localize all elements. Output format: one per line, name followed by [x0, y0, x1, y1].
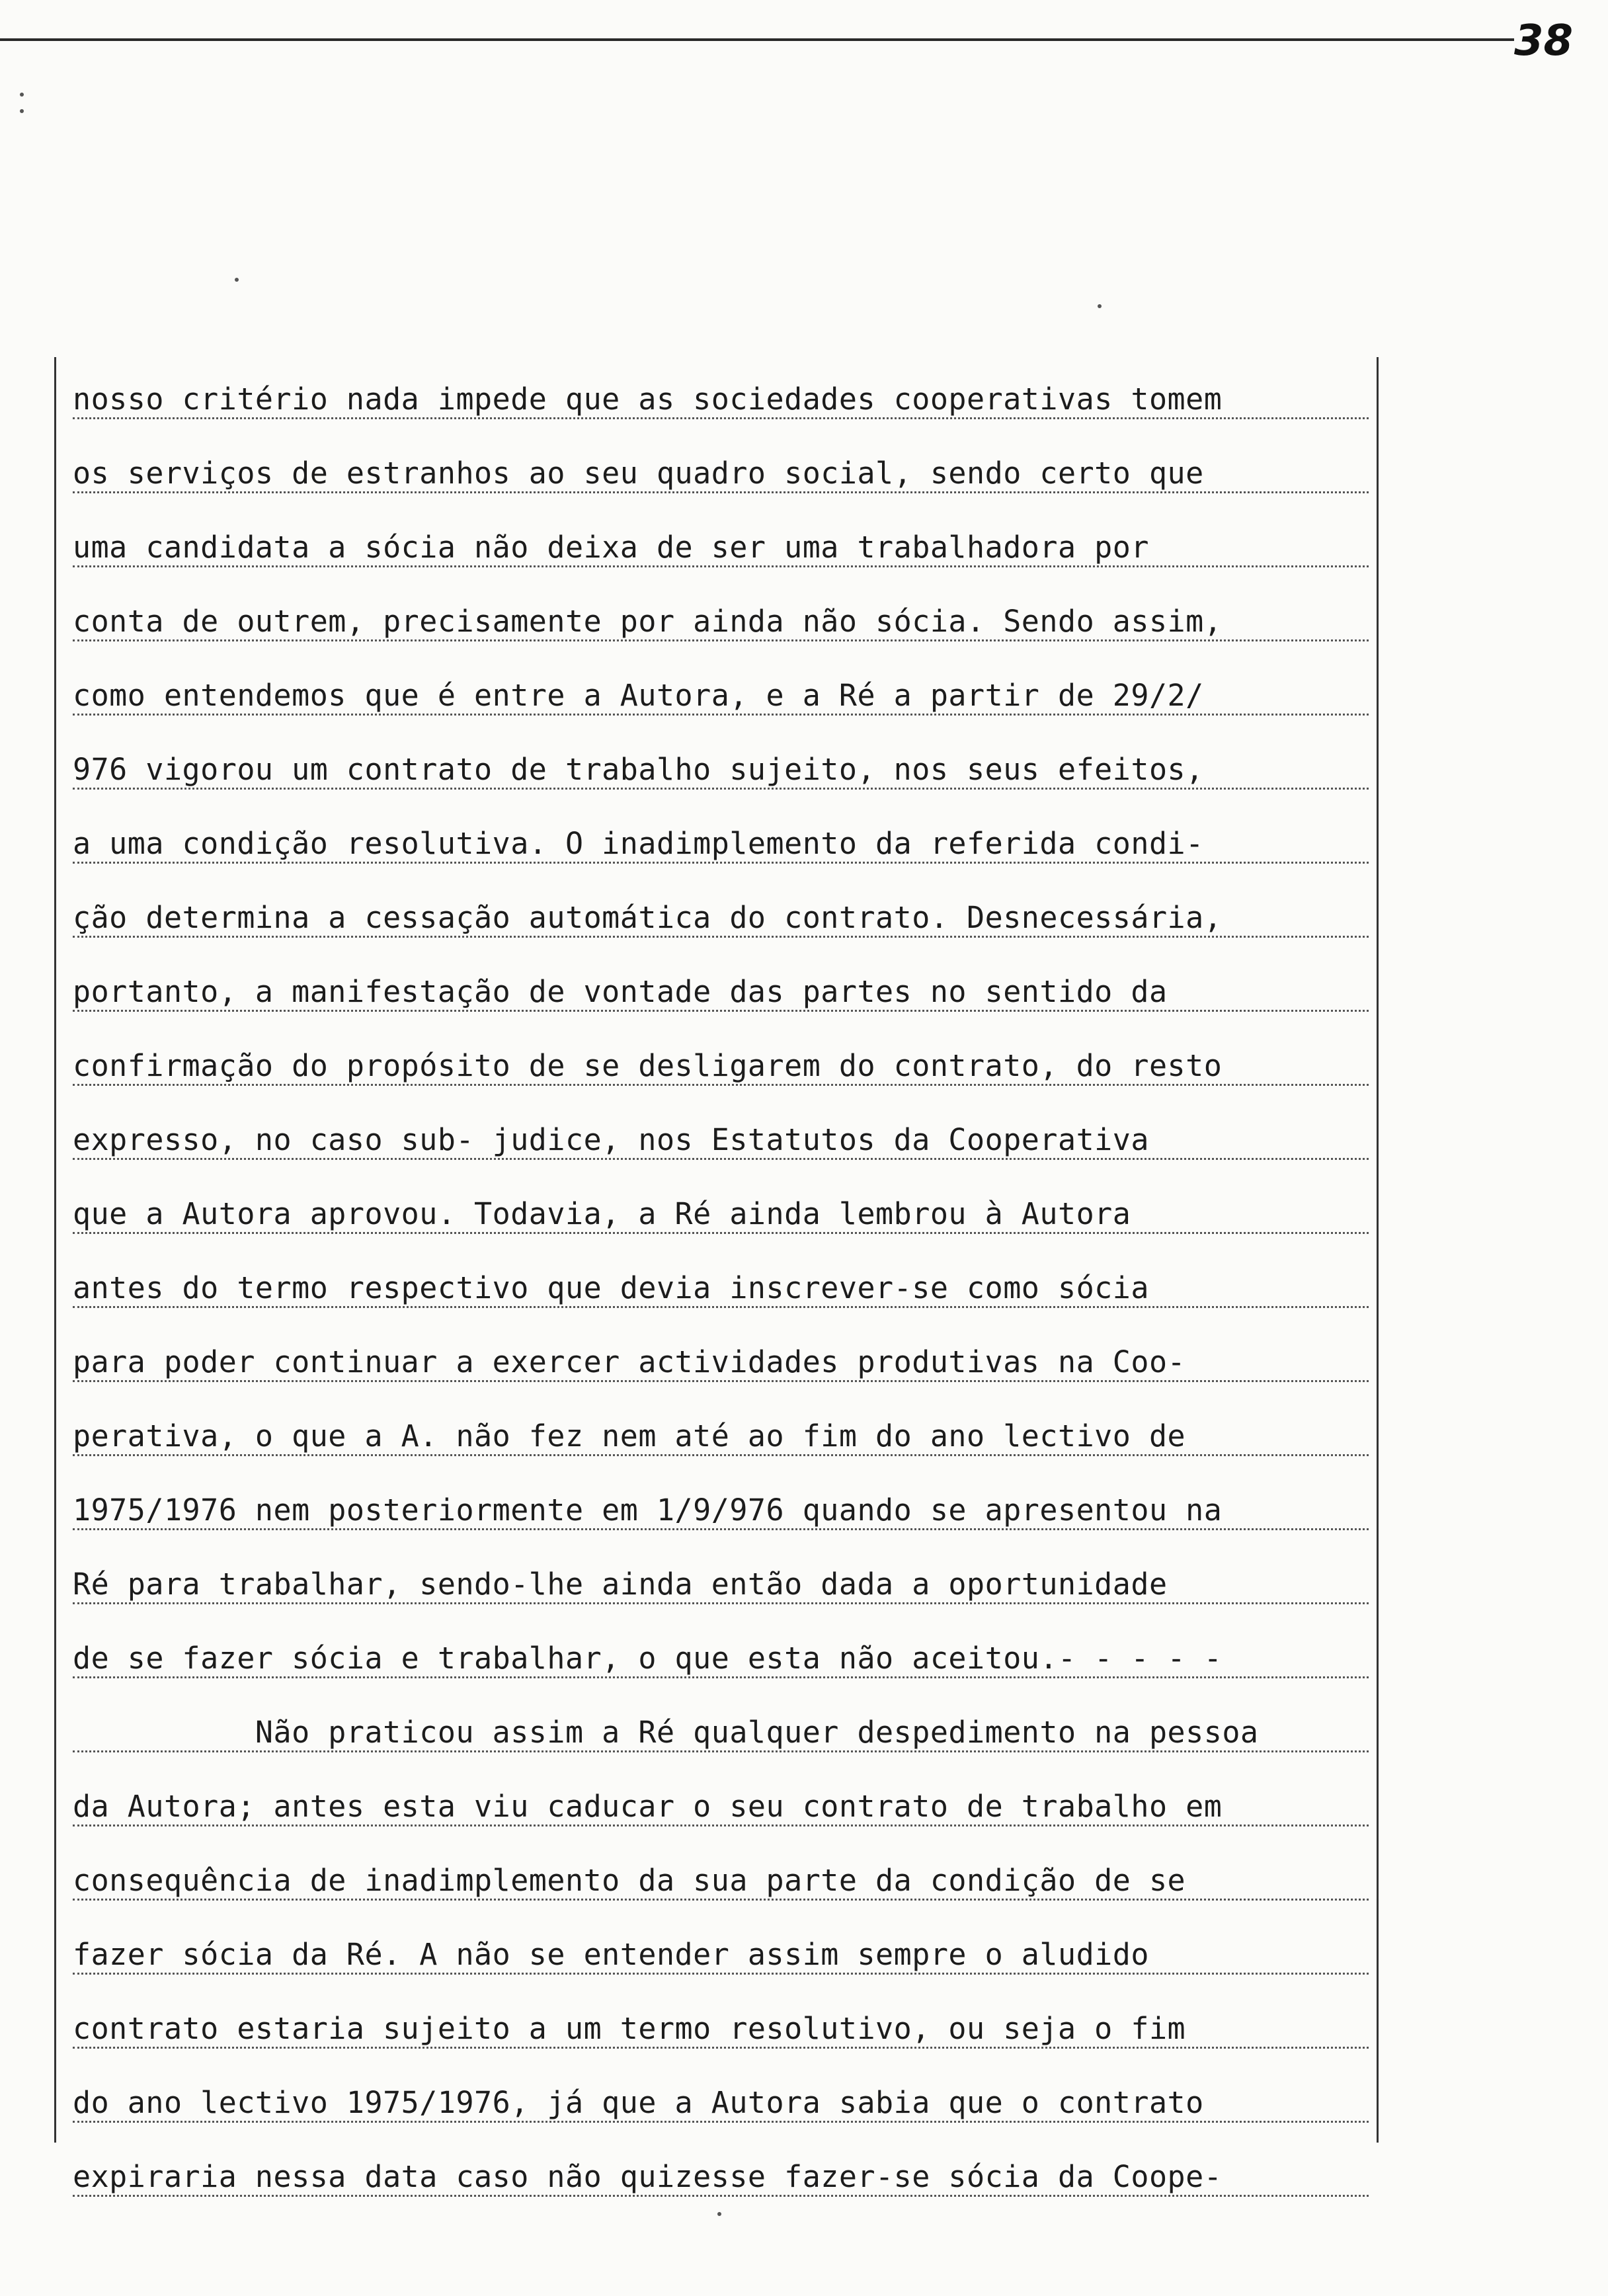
document-body [73, 357, 1369, 2209]
text-line: consequência de inadimplemento da sua parte da condição de se [73, 1838, 1369, 1912]
text-line: ção determina a cessação automática do contrato. Desnecessária, [73, 876, 1369, 950]
text-line: do ano lectivo 1975/1976, já que a Autora sabia que o contrato [73, 2061, 1369, 2135]
text-line: uma candidata a sócia não deixa de ser uma trabalhadora por [73, 505, 1369, 579]
text-line: 1975/1976 nem posteriormente em 1/9/976 quando se apresentou na [73, 1468, 1369, 1542]
page-number: 38 [1514, 17, 1574, 65]
text-line: os serviços de estranhos ao seu quadro social, sendo certo que [73, 431, 1369, 505]
text-line: 976 vigorou um contrato de trabalho sujeito, nos seus efeitos, [73, 727, 1369, 801]
text-line: Não praticou assim a Ré qualquer despedimento na pessoa [73, 1690, 1369, 1764]
speck [20, 93, 24, 97]
left-margin-line [54, 357, 56, 2143]
text-line: portanto, a manifestação de vontade das partes no sentido da [73, 950, 1369, 1024]
text-line: expresso, no caso sub- judice, nos Estatutos da Cooperativa [73, 1098, 1369, 1172]
speck [717, 2212, 721, 2216]
text-line: de se fazer sócia e trabalhar, o que esta não aceitou.- - - - - [73, 1616, 1369, 1690]
text-line: nosso critério nada impede que as sociedades cooperativas tomem [73, 357, 1369, 431]
right-margin-line [1377, 357, 1379, 2143]
text-line: antes do termo respectivo que devia inscrever-se como sócia [73, 1246, 1369, 1320]
text-line: para poder continuar a exercer actividades produtivas na Coo- [73, 1320, 1369, 1394]
text-line: conta de outrem, precisamente por ainda não sócia. Sendo assim, [73, 579, 1369, 653]
speck [1098, 304, 1102, 308]
text-line: que a Autora aprovou. Todavia, a Ré ainda lembrou à Autora [73, 1172, 1369, 1246]
text-line: perativa, o que a A. não fez nem até ao fim do ano lectivo de [73, 1394, 1369, 1468]
text-line: confirmação do propósito de se desligarem do contrato, do resto [73, 1024, 1369, 1098]
speck [235, 278, 239, 282]
text-line: fazer sócia da Ré. A não se entender assim sempre o aludido [73, 1912, 1369, 1987]
text-line: a uma condição resolutiva. O inadimplemento da referida condi- [73, 801, 1369, 876]
text-line: contrato estaria sujeito a um termo resolutivo, ou seja o fim [73, 1987, 1369, 2061]
text-line: expiraria nessa data caso não quizesse fazer-se sócia da Coope- [73, 2135, 1369, 2209]
text-line: Ré para trabalhar, sendo-lhe ainda então dada a oportunidade [73, 1542, 1369, 1616]
text-line: como entendemos que é entre a Autora, e a Ré a partir de 29/2/ [73, 653, 1369, 727]
top-rule [0, 38, 1514, 41]
speck [20, 109, 24, 113]
text-line: da Autora; antes esta viu caducar o seu contrato de trabalho em [73, 1764, 1369, 1838]
